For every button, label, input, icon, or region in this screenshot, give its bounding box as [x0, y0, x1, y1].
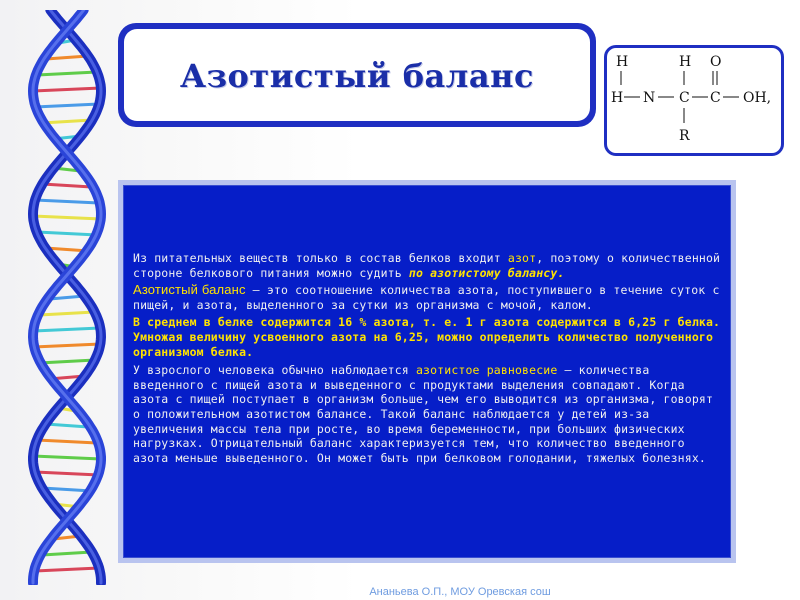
dna-base-pair — [35, 568, 99, 571]
paragraph-protein-nitrogen: В среднем в белке содержится 16 % азота, т. е. 1 г азота содержится в 6,25 г белка. Умножая величину усвоенного азота на 6,25, можно определить количество полученного организмом белка. — [133, 315, 721, 359]
dna-base-pair — [37, 72, 97, 75]
dna-base-pair — [37, 440, 97, 443]
term-nitrogen-balance-italic: по азотистому балансу. — [408, 265, 565, 280]
amino-acid-formula — [604, 45, 784, 156]
slide-title: Азотистый баланс — [180, 57, 534, 95]
formula-h-top-1: H — [616, 54, 629, 70]
formula-c1: C — [679, 90, 690, 106]
dna-base-pair — [37, 232, 98, 235]
dna-base-pair — [39, 360, 95, 363]
dna-base-pair — [34, 344, 101, 347]
dna-base-pair — [34, 328, 100, 331]
dna-base-pair — [33, 456, 101, 459]
dna-base-pair — [35, 200, 99, 203]
formula-o-top: O — [710, 54, 722, 70]
paragraph-intro: Из питательных веществ только в состав белков входит азот, поэтому о количественной стороне белкового питания можно судить по азотистому балансу. — [133, 251, 721, 280]
formula-r: R — [679, 128, 690, 144]
formula-h-top-2: H — [679, 54, 692, 70]
amino-acid-structure-diagram — [607, 48, 781, 153]
dna-base-pair — [39, 312, 94, 315]
dna-base-pair — [35, 472, 99, 475]
dna-base-pair — [33, 88, 101, 91]
dna-base-pair — [46, 56, 88, 59]
dna-base-pair — [42, 552, 92, 555]
title-frame — [118, 23, 596, 127]
title-panel — [124, 29, 590, 121]
content-panel — [118, 180, 736, 563]
formula-n: N — [643, 90, 656, 106]
formula-oh: OH, — [743, 90, 772, 106]
paragraph-definition: Азотистый баланс – это соотношение количества азота, поступившего в течение суток с пищей, и азота, выделенного за сутки из организма с мочой, калом. — [133, 282, 720, 312]
term-nitrogen: азот — [507, 251, 537, 265]
paragraph-adult-equilibrium: У взрослого человека обычно наблюдается азотистое равновесие – количества введенного с пищей азота и выведенного с продуктами выделения совпадают. Когда азота с пищей поступает в организм больше, чем его выводится из организма, говорят о положительном азотистом балансе. Такой баланс наблюдается у детей из-за увеличения массы тела при росте, во время беременности, при больших физических нагрузках. Отрицательный баланс характеризуется тем, что количество введенного азота меньше выведенного. Он может быть при белковом голодании, тяжелых болезнях. — [133, 363, 714, 465]
formula-h-left: H — [611, 90, 624, 106]
formula-c2: C — [710, 90, 721, 106]
dna-base-pair — [42, 120, 92, 123]
term-nitrogen-balance: Азотистый баланс — [133, 282, 246, 298]
slide-footer: Ананьева О.П., МОУ Оревская сош — [369, 586, 551, 598]
dna-base-pair — [46, 424, 89, 427]
dna-base-pair — [35, 104, 99, 107]
dna-helix-icon — [20, 10, 115, 585]
term-nitrogen-equilibrium: азотистое равновесие — [415, 363, 558, 378]
dna-base-pair — [33, 216, 101, 219]
dna-base-pair — [42, 184, 91, 187]
